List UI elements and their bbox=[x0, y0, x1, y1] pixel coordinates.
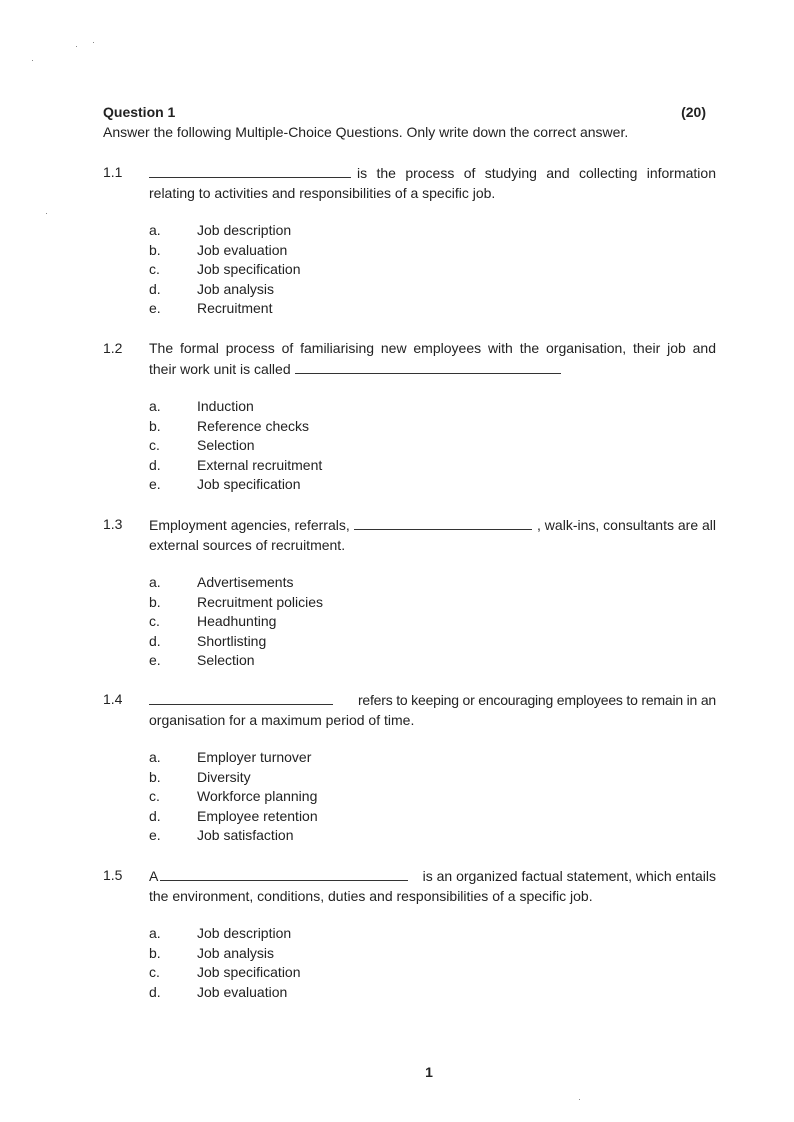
option-item bbox=[149, 280, 301, 300]
stem-text: is an organized factual statement, which entails bbox=[422, 868, 716, 884]
option-letter: d. bbox=[149, 807, 161, 824]
question-title: Question 1 bbox=[103, 104, 176, 120]
option-text: Job specification bbox=[197, 261, 301, 277]
stem-text: The formal process of familiarising new employees with the organisation, their job and bbox=[149, 340, 716, 356]
option-letter: e. bbox=[149, 827, 161, 843]
option-letter: c. bbox=[149, 261, 160, 277]
option-text: Workforce planning bbox=[197, 788, 318, 804]
question-stem bbox=[149, 339, 716, 379]
option-item bbox=[149, 221, 301, 241]
question-stem bbox=[149, 515, 716, 555]
stem-text: A bbox=[149, 868, 159, 884]
option-item bbox=[149, 807, 318, 827]
stem-text: relating to activities and responsibilities of a specific job. bbox=[149, 184, 496, 201]
option-letter: e. bbox=[149, 476, 161, 492]
scan-speck bbox=[32, 60, 33, 61]
stem-text: Employment agencies, referrals, bbox=[149, 517, 350, 533]
option-text: Job satisfaction bbox=[197, 827, 294, 843]
option-letter: d. bbox=[149, 456, 161, 473]
option-item bbox=[149, 593, 323, 613]
stem-text: their work unit is called bbox=[149, 360, 291, 377]
question-number: 1.3 bbox=[103, 516, 123, 532]
option-item bbox=[149, 983, 301, 1003]
answer-blank bbox=[149, 690, 333, 705]
stem-text: external sources of recruitment. bbox=[149, 536, 346, 553]
option-item bbox=[149, 436, 322, 456]
option-item bbox=[149, 787, 318, 807]
option-letter: a. bbox=[149, 925, 161, 941]
option-item bbox=[149, 573, 323, 593]
option-item bbox=[149, 397, 322, 417]
question-number: 1.1 bbox=[103, 164, 123, 180]
option-letter: e. bbox=[149, 300, 161, 316]
option-letter: c. bbox=[149, 964, 160, 980]
question-header bbox=[103, 104, 706, 120]
option-letter: a. bbox=[149, 222, 161, 238]
option-item bbox=[149, 924, 301, 944]
option-text: Employee retention bbox=[197, 807, 318, 824]
instruction-text: Answer the following Multiple-Choice Questions. Only write down the correct answer. bbox=[103, 124, 629, 140]
options-list bbox=[149, 221, 301, 319]
question-number: 1.4 bbox=[103, 691, 123, 707]
option-text: Job analysis bbox=[197, 944, 275, 961]
option-letter: a. bbox=[149, 398, 161, 414]
option-text: Advertisements bbox=[197, 574, 294, 590]
option-letter: d. bbox=[149, 983, 161, 1000]
option-letter: d. bbox=[149, 280, 161, 297]
option-text: Shortlisting bbox=[197, 632, 267, 649]
question-marks: (20) bbox=[681, 104, 706, 120]
options-list bbox=[149, 748, 318, 846]
option-text: Induction bbox=[197, 398, 254, 414]
scan-speck bbox=[579, 1099, 580, 1100]
page-number: 1 bbox=[425, 1064, 433, 1080]
option-letter: a. bbox=[149, 749, 161, 765]
option-item bbox=[149, 944, 301, 964]
option-text: External recruitment bbox=[197, 456, 323, 473]
option-text: Job description bbox=[197, 222, 292, 238]
options-list bbox=[149, 397, 322, 495]
option-text: Job description bbox=[197, 925, 292, 941]
option-text: Headhunting bbox=[197, 613, 277, 629]
question-stem bbox=[149, 866, 716, 906]
option-letter: c. bbox=[149, 437, 160, 453]
stem-text: organisation for a maximum period of time. bbox=[149, 711, 415, 728]
option-letter: e. bbox=[149, 652, 161, 668]
option-letter: b. bbox=[149, 241, 161, 258]
answer-blank bbox=[160, 866, 408, 881]
scan-speck bbox=[93, 42, 94, 43]
option-letter: b. bbox=[149, 944, 161, 961]
options-list bbox=[149, 573, 323, 671]
option-text: Job evaluation bbox=[197, 241, 288, 258]
option-item bbox=[149, 826, 318, 846]
option-item bbox=[149, 475, 322, 495]
option-text: Diversity bbox=[197, 768, 251, 785]
scan-speck bbox=[76, 46, 77, 47]
answer-blank bbox=[149, 163, 351, 178]
option-item bbox=[149, 299, 301, 319]
option-text: Recruitment bbox=[197, 300, 273, 316]
question-number: 1.2 bbox=[103, 340, 123, 356]
option-text: Job evaluation bbox=[197, 983, 288, 1000]
question-stem bbox=[149, 163, 716, 203]
scan-speck bbox=[46, 213, 47, 214]
option-text: Employer turnover bbox=[197, 749, 312, 765]
option-text: Job analysis bbox=[197, 280, 275, 297]
option-letter: c. bbox=[149, 613, 160, 629]
question-number: 1.5 bbox=[103, 867, 123, 883]
option-item bbox=[149, 963, 301, 983]
option-letter: d. bbox=[149, 632, 161, 649]
option-item bbox=[149, 260, 301, 280]
option-item bbox=[149, 612, 323, 632]
option-letter: c. bbox=[149, 788, 160, 804]
answer-blank bbox=[354, 515, 532, 530]
option-letter: b. bbox=[149, 768, 161, 785]
option-item bbox=[149, 417, 322, 437]
stem-text: , walk-ins, consultants are all bbox=[537, 517, 716, 533]
stem-text: refers to keeping or encouraging employees to remain in an bbox=[357, 692, 716, 708]
option-item bbox=[149, 456, 322, 476]
option-letter: b. bbox=[149, 593, 161, 610]
option-text: Reference checks bbox=[197, 417, 310, 434]
option-item bbox=[149, 651, 323, 671]
answer-blank bbox=[295, 359, 561, 374]
option-item bbox=[149, 241, 301, 261]
stem-text: is the process of studying and collecting information bbox=[357, 165, 716, 181]
option-item bbox=[149, 748, 318, 768]
option-letter: a. bbox=[149, 574, 161, 590]
option-text: Selection bbox=[197, 437, 255, 453]
option-item bbox=[149, 632, 323, 652]
options-list bbox=[149, 924, 301, 1002]
option-text: Job specification bbox=[197, 964, 301, 980]
stem-text: the environment, conditions, duties and responsibilities of a specific job. bbox=[149, 887, 593, 904]
option-text: Selection bbox=[197, 652, 255, 668]
option-letter: b. bbox=[149, 417, 161, 434]
question-stem bbox=[149, 690, 716, 730]
option-text: Job specification bbox=[197, 476, 301, 492]
option-text: Recruitment policies bbox=[197, 593, 324, 610]
option-item bbox=[149, 768, 318, 788]
